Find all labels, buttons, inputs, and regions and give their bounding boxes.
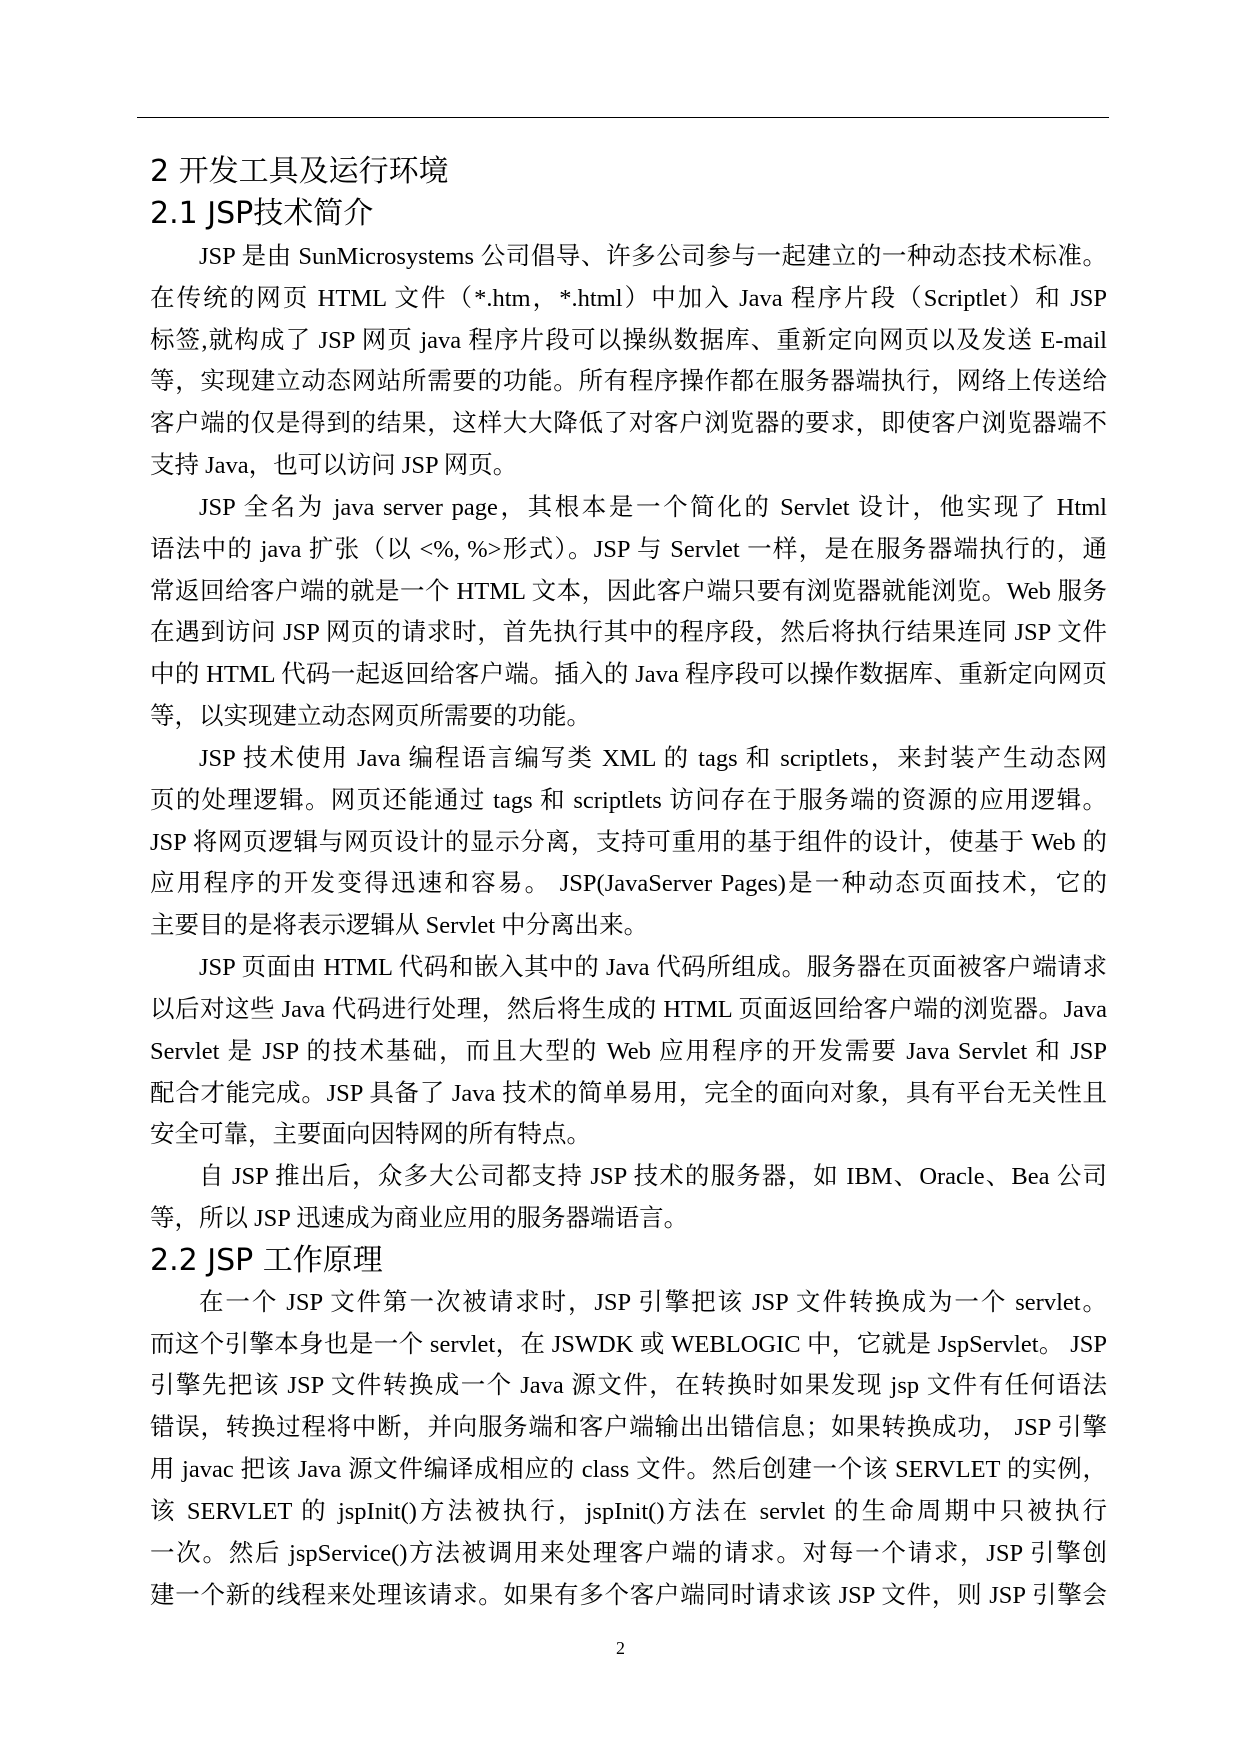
paragraph-line: JSP 页面由 HTML 代码和嵌入其中的 Java 代码所组成。服务器在页面被客户端请求 bbox=[199, 954, 1107, 982]
paragraph-line: 客户端的仅是得到的结果，这样大大降低了对客户浏览器的要求，即使客户浏览器端不 bbox=[150, 410, 1107, 438]
paragraph-3 bbox=[150, 738, 1107, 947]
paragraph-line: 等，所以 JSP 迅速成为商业应用的服务器端语言。 bbox=[150, 1205, 689, 1233]
paragraph-6 bbox=[150, 1282, 1107, 1617]
paragraph-line: JSP 技术使用 Java 编程语言编写类 XML 的 tags 和 scriptlets，来封装产生动态网 bbox=[199, 744, 1107, 772]
paragraph-line: 页的处理逻辑。网页还能通过 tags 和 scriptlets 访问存在于服务端的资源的应用逻辑。 bbox=[150, 786, 1107, 814]
paragraph-line: 配合才能完成。JSP 具备了 Java 技术的简单易用，完全的面向对象，具有平台无关性且 bbox=[150, 1079, 1107, 1107]
section-heading-2-2: 2.2 JSP 工作原理 bbox=[150, 1242, 383, 1278]
paragraph-line: 应用程序的开发变得迅速和容易。 JSP(JavaServer Pages)是一种动态页面技术，它的 bbox=[150, 870, 1107, 898]
paragraph-line: 常返回给客户端的就是一个 HTML 文本，因此客户端只要有浏览器就能浏览。Web 服务 bbox=[150, 577, 1107, 605]
paragraph-line: 在一个 JSP 文件第一次被请求时，JSP 引擎把该 JSP 文件转换成为一个 servlet。 bbox=[199, 1288, 1107, 1316]
paragraph-line: 建一个新的线程来处理该请求。如果有多个客户端同时请求该 JSP 文件，则 JSP 引擎会 bbox=[150, 1581, 1107, 1609]
paragraph-line: 用 javac 把该 Java 源文件编译成相应的 class 文件。然后创建一个该 SERVLET 的实例， bbox=[150, 1456, 1107, 1484]
paragraph-line: 自 JSP 推出后，众多大公司都支持 JSP 技术的服务器，如 IBM、Oracle、Bea 公司 bbox=[199, 1163, 1107, 1191]
paragraph-line: 中的 HTML 代码一起返回给客户端。插入的 Java 程序段可以操作数据库、重新定向网页 bbox=[150, 661, 1107, 689]
paragraph-line: 一次。然后 jspService()方法被调用来处理客户端的请求。对每一个请求，JSP 引擎创 bbox=[150, 1539, 1107, 1567]
chapter-heading: 2 开发工具及运行环境 bbox=[150, 154, 449, 189]
paragraph-line: JSP 是由 SunMicrosystems 公司倡导、许多公司参与一起建立的一种动态技术标准。 bbox=[199, 243, 1107, 270]
paragraph-line: 错误，转换过程将中断，并向服务端和客户端输出出错信息；如果转换成功， JSP 引擎 bbox=[150, 1414, 1107, 1442]
paragraph-1 bbox=[150, 236, 1107, 487]
paragraph-line: 安全可靠，主要面向因特网的所有特点。 bbox=[150, 1121, 591, 1149]
header-rule bbox=[137, 117, 1109, 118]
paragraph-line: 等，实现建立动态网站所需要的功能。所有程序操作都在服务器端执行，网络上传送给 bbox=[150, 368, 1107, 396]
paragraph-line: 而这个引擎本身也是一个 servlet，在 JSWDK 或 WEBLOGIC 中，它就是 JspServlet。 JSP bbox=[150, 1330, 1107, 1358]
paragraph-line: JSP 全名为 java server page，其根本是一个简化的 Servlet 设计，他实现了 Html bbox=[199, 493, 1107, 521]
paragraph-line: 在传统的网页 HTML 文件（*.htm，*.html）中加入 Java 程序片段（Scriptlet）和 JSP bbox=[150, 284, 1107, 312]
paragraph-2 bbox=[150, 487, 1107, 738]
paragraph-line: 以后对这些 Java 代码进行处理，然后将生成的 HTML 页面返回给客户端的浏览器。Java bbox=[150, 995, 1107, 1023]
paragraph-line: 引擎先把该 JSP 文件转换成一个 Java 源文件，在转换时如果发现 jsp 文件有任何语法 bbox=[150, 1372, 1107, 1400]
section-heading-2-1: 2.1 JSP技术简介 bbox=[150, 196, 374, 231]
paragraph-line: 等，以实现建立动态网页所需要的功能。 bbox=[150, 703, 591, 731]
paragraph-4 bbox=[150, 947, 1107, 1156]
page-content bbox=[150, 152, 1107, 1616]
paragraph-line: JSP 将网页逻辑与网页设计的显示分离，支持可重用的基于组件的设计，使基于 Web 的 bbox=[150, 828, 1107, 856]
paragraph-line: 在遇到访问 JSP 网页的请求时，首先执行其中的程序段，然后将执行结果连同 JSP 文件 bbox=[150, 619, 1107, 647]
paragraph-line: 语法中的 java 扩张（以 <%, %>形式）。JSP 与 Servlet 一样，是在服务器端执行的，通 bbox=[150, 535, 1107, 563]
paragraph-line: 主要目的是将表示逻辑从 Servlet 中分离出来。 bbox=[150, 912, 649, 940]
paragraph-5 bbox=[150, 1156, 1107, 1240]
paragraph-line: Servlet 是 JSP 的技术基础，而且大型的 Web 应用程序的开发需要 Java Servlet 和 JSP bbox=[150, 1037, 1107, 1065]
paragraph-line: 该 SERVLET 的 jspInit()方法被执行，jspInit()方法在 servlet 的生命周期中只被执行 bbox=[150, 1497, 1107, 1525]
paragraph-line: 支持 Java，也可以访问 JSP 网页。 bbox=[150, 452, 518, 480]
page-number: 2 bbox=[616, 1638, 625, 1658]
paragraph-line: 标签,就构成了 JSP 网页 java 程序片段可以操纵数据库、重新定向网页以及发送 E-mail bbox=[150, 326, 1107, 354]
